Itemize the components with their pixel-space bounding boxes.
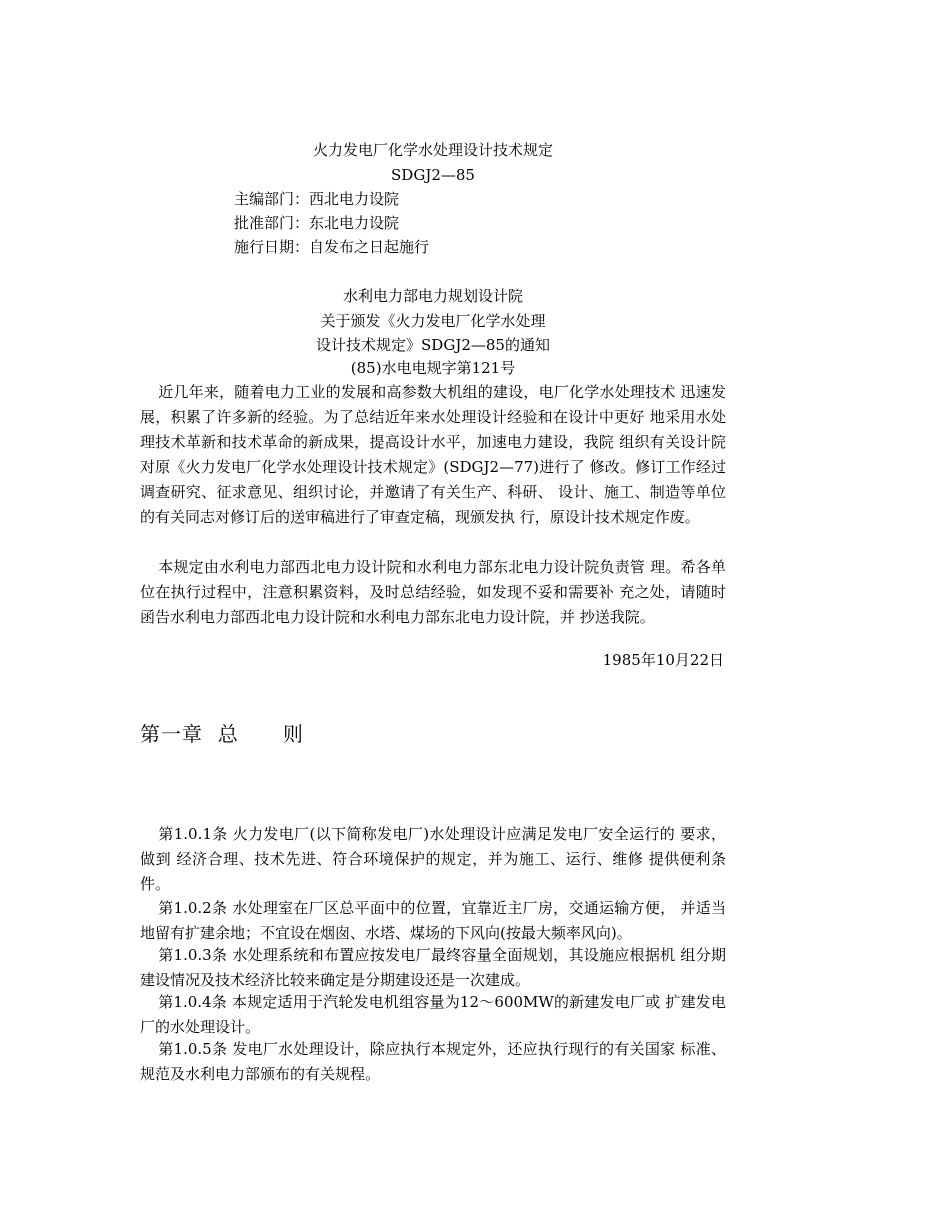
notice-title-line2: 设计技术规定》SDGJ2—85的通知 xyxy=(316,336,550,354)
notice-title-line1: 关于颁发《火力发电厂化学水处理 xyxy=(320,312,546,330)
notice-org: 水利电力部电力规划设计院 xyxy=(342,287,523,305)
chapter-heading: 第一章 总 则 xyxy=(140,722,304,746)
meta-editor: 主编部门：西北电力设院 xyxy=(234,190,400,208)
notice-paragraph: 近几年来，随着电力工业的发展和高参数大机组的建设，电厂化学水处理技术 迅速发展，积累了许多新的经验。为了总结近年来水处理设计经验和在设计中更好 地采用水处理技术革新和技术革命的新成果，提高设计水平，加速电力建设，我院 组织有关设计院对原《火力发电厂化学水处理设计技术规定》(SDGJ2—77)进行了 修改。修订工作经过调查研究、征求意见、组织讨论，并邀请了有关生产、科研、 设计、施工、制造等单位的有关同志对修订后的送审稿进行了审查定稿，现颁发执 行，原设计技术规定作废。 xyxy=(140,383,726,526)
article-1-0-1: 第1.0.1条 火力发电厂(以下简称发电厂)水处理设计应满足发电厂安全运行的 要求，做到 经济合理、技术先进、符合环境保护的规定，并为施工、运行、维修 提供便利条件。 xyxy=(140,825,726,893)
article-1-0-5: 第1.0.5条 发电厂水处理设计，除应执行本规定外，还应执行现行的有关国家 标准、规范及水利电力部颁布的有关规程。 xyxy=(140,1040,726,1083)
doc-code: SDGJ2—85 xyxy=(391,166,475,184)
article-1-0-3: 第1.0.3条 水处理系统和布置应按发电厂最终容量全面规划，其设施应根据机 组分期建设情况及技术经济比较来确定是分期建设还是一次建成。 xyxy=(140,946,726,989)
article-1-0-2: 第1.0.2条 水处理室在厂区总平面中的位置，宜靠近主厂房，交通运输方便， 并适当地留有扩建余地；不宜设在烟囱、水塔、煤场的下风向(按最大频率风向)。 xyxy=(140,899,726,942)
meta-approver: 批准部门：东北电力设院 xyxy=(234,214,400,232)
notice-number: (85)水电电规字第121号 xyxy=(350,359,516,377)
doc-title: 火力发电厂化学水处理设计技术规定 xyxy=(312,141,553,159)
notice-paragraph: 本规定由水利电力部西北电力设计院和水利电力部东北电力设计院负责管 理。希各单位在执行过程中，注意积累资料，及时总结经验，如发现不妥和需要补 充之处，请随时函告水利电力部西北电力设计院和水利电力部东北电力设计院，并 抄送我院。 xyxy=(140,558,726,626)
article-1-0-4: 第1.0.4条 本规定适用于汽轮发电机组容量为12～600MW的新建发电厂或 扩建发电厂的水处理设计。 xyxy=(140,993,726,1036)
notice-date: 1985年10月22日 xyxy=(602,651,724,669)
meta-effective-date: 施行日期：自发布之日起施行 xyxy=(234,238,430,256)
